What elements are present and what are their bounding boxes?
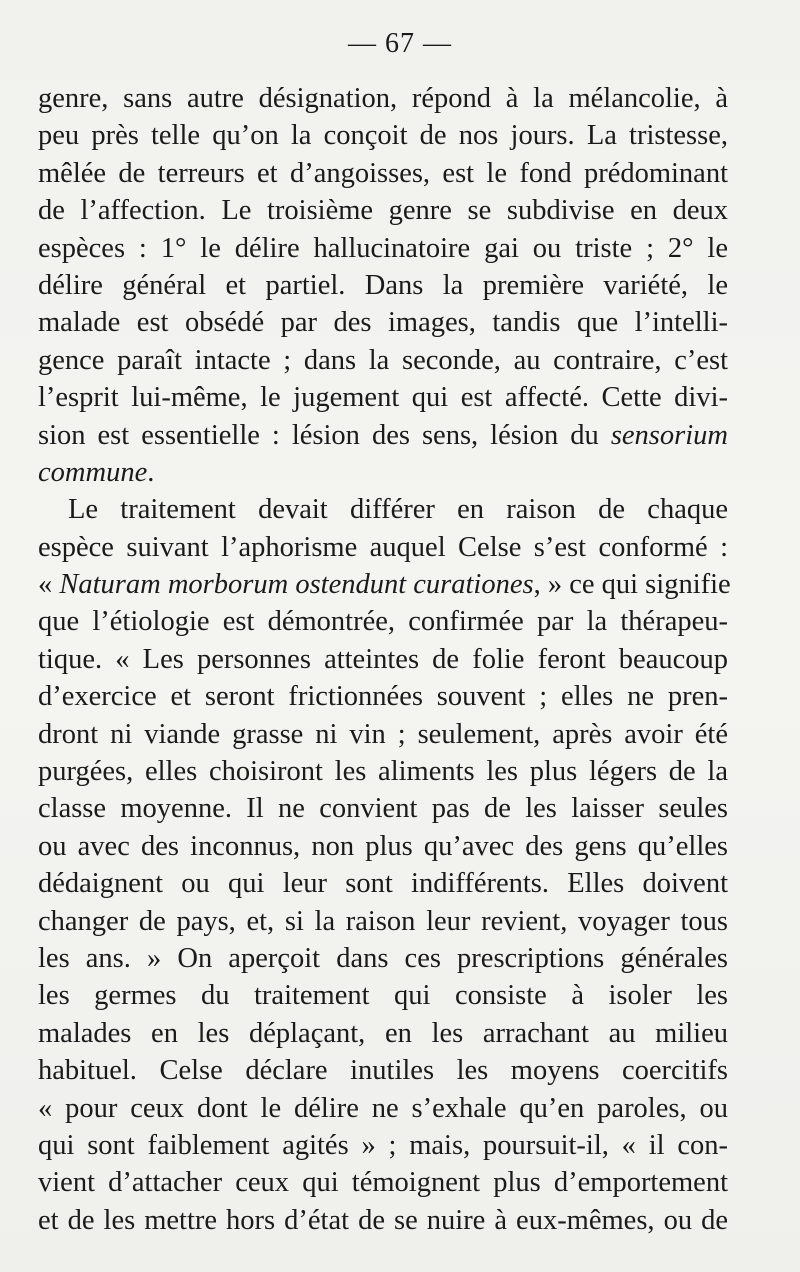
text-segment: gence paraît intacte ; dans la seconde, au contraire, c’est	[38, 344, 728, 376]
text-line	[38, 1052, 728, 1089]
text-line	[38, 80, 728, 117]
text-line	[38, 828, 728, 865]
text-line	[38, 753, 728, 790]
text-line	[38, 192, 728, 229]
text-segment: habituel. Celse déclare inutiles les moyens coercitifs	[38, 1055, 728, 1087]
text-line	[38, 566, 731, 603]
text-line	[38, 678, 728, 715]
text-segment: l’esprit lui-même, le jugement qui est affecté. Cette divi-	[38, 382, 728, 414]
text-segment: malades en les déplaçant, en les arrachant au milieu	[38, 1017, 728, 1049]
text-line	[38, 716, 728, 753]
text-segment: et de les mettre hors d’état de se nuire à eux-mêmes, ou de	[38, 1204, 728, 1236]
text-segment: tique. « Les personnes atteintes de folie feront beaucoup	[38, 643, 728, 675]
text-line	[38, 491, 728, 528]
text-segment: espèce suivant l’aphorisme auquel Celse s’est conformé :	[38, 531, 728, 563]
text-segment: les ans. » On aperçoit dans ces prescriptions générales	[38, 942, 728, 974]
text-line	[38, 529, 728, 566]
italic-text: commune	[38, 456, 148, 488]
text-segment: purgées, elles choisiront les aliments les plus légers de la	[38, 756, 728, 788]
italic-text: sensorium	[610, 419, 728, 451]
text-segment: qui sont faiblement agités » ; mais, poursuit-il, « il con-	[38, 1129, 728, 1161]
text-segment: mêlée de terreurs et d’angoisses, est le fond prédominant	[38, 157, 728, 189]
text-segment: «	[38, 569, 60, 601]
text-line	[38, 1164, 728, 1201]
text-line	[38, 155, 728, 192]
text-segment: changer de pays, et, si la raison leur revient, voyager tous	[38, 905, 728, 937]
text-segment: dront ni viande grasse ni vin ; seulement, après avoir été	[38, 718, 728, 750]
text-segment: classe moyenne. Il ne convient pas de les laisser seules	[38, 793, 728, 825]
text-line	[38, 1090, 728, 1127]
text-segment: espèces : 1° le délire hallucinatoire gai ou triste ; 2° le	[38, 232, 728, 264]
text-line	[38, 603, 728, 640]
text-segment: ou avec des inconnus, non plus qu’avec des gens qu’elles	[38, 830, 728, 862]
text-segment: dédaignent ou qui leur sont indifférents. Elles doivent	[38, 868, 728, 900]
text-segment: de l’affection. Le troisième genre se subdivise en deux	[38, 195, 728, 227]
text-line	[38, 903, 728, 940]
text-segment: sion est essentielle : lésion des sens, lésion du	[38, 419, 611, 451]
text-segment: vient d’attacher ceux qui témoignent plus d’emportement	[38, 1167, 728, 1199]
text-line	[38, 865, 728, 902]
italic-text: Naturam morborum ostendunt curationes	[59, 569, 534, 601]
text-segment: les germes du traitement qui consiste à isoler les	[38, 980, 728, 1012]
text-line	[38, 454, 728, 491]
text-line	[38, 304, 728, 341]
text-line	[38, 940, 728, 977]
text-segment: malade est obsédé par des images, tandis que l’intelli-	[38, 307, 728, 339]
text-segment: « pour ceux dont le délire ne s’exhale qu’en paroles, ou	[38, 1092, 728, 1124]
text-line	[38, 379, 728, 416]
text-line	[38, 1127, 728, 1164]
text-segment: d’exercice et seront frictionnées souvent ; elles ne pren-	[38, 681, 728, 713]
text-line	[38, 342, 728, 379]
text-segment: délire général et partiel. Dans la première variété, le	[38, 269, 728, 301]
text-line	[38, 230, 728, 267]
text-segment: .	[147, 456, 155, 488]
text-segment: , » ce qui signifie	[533, 569, 731, 601]
text-segment: peu près telle qu’on la conçoit de nos jours. La tristesse,	[38, 120, 728, 152]
text-line	[38, 1202, 728, 1239]
text-line	[38, 417, 728, 454]
page-number: — 67 —	[348, 28, 452, 59]
text-line	[38, 641, 728, 678]
text-segment: genre, sans autre désignation, répond à la mélancolie, à	[38, 83, 728, 114]
text-line	[38, 790, 728, 827]
text-segment: que l’étiologie est démontrée, confirmée par la thérapeu-	[38, 606, 728, 638]
body-text	[38, 80, 731, 1239]
text-line	[38, 117, 728, 154]
text-segment: Le traitement devait différer en raison de chaque	[68, 494, 728, 526]
text-line	[38, 1015, 728, 1052]
text-line	[38, 267, 728, 304]
text-line	[38, 977, 728, 1014]
